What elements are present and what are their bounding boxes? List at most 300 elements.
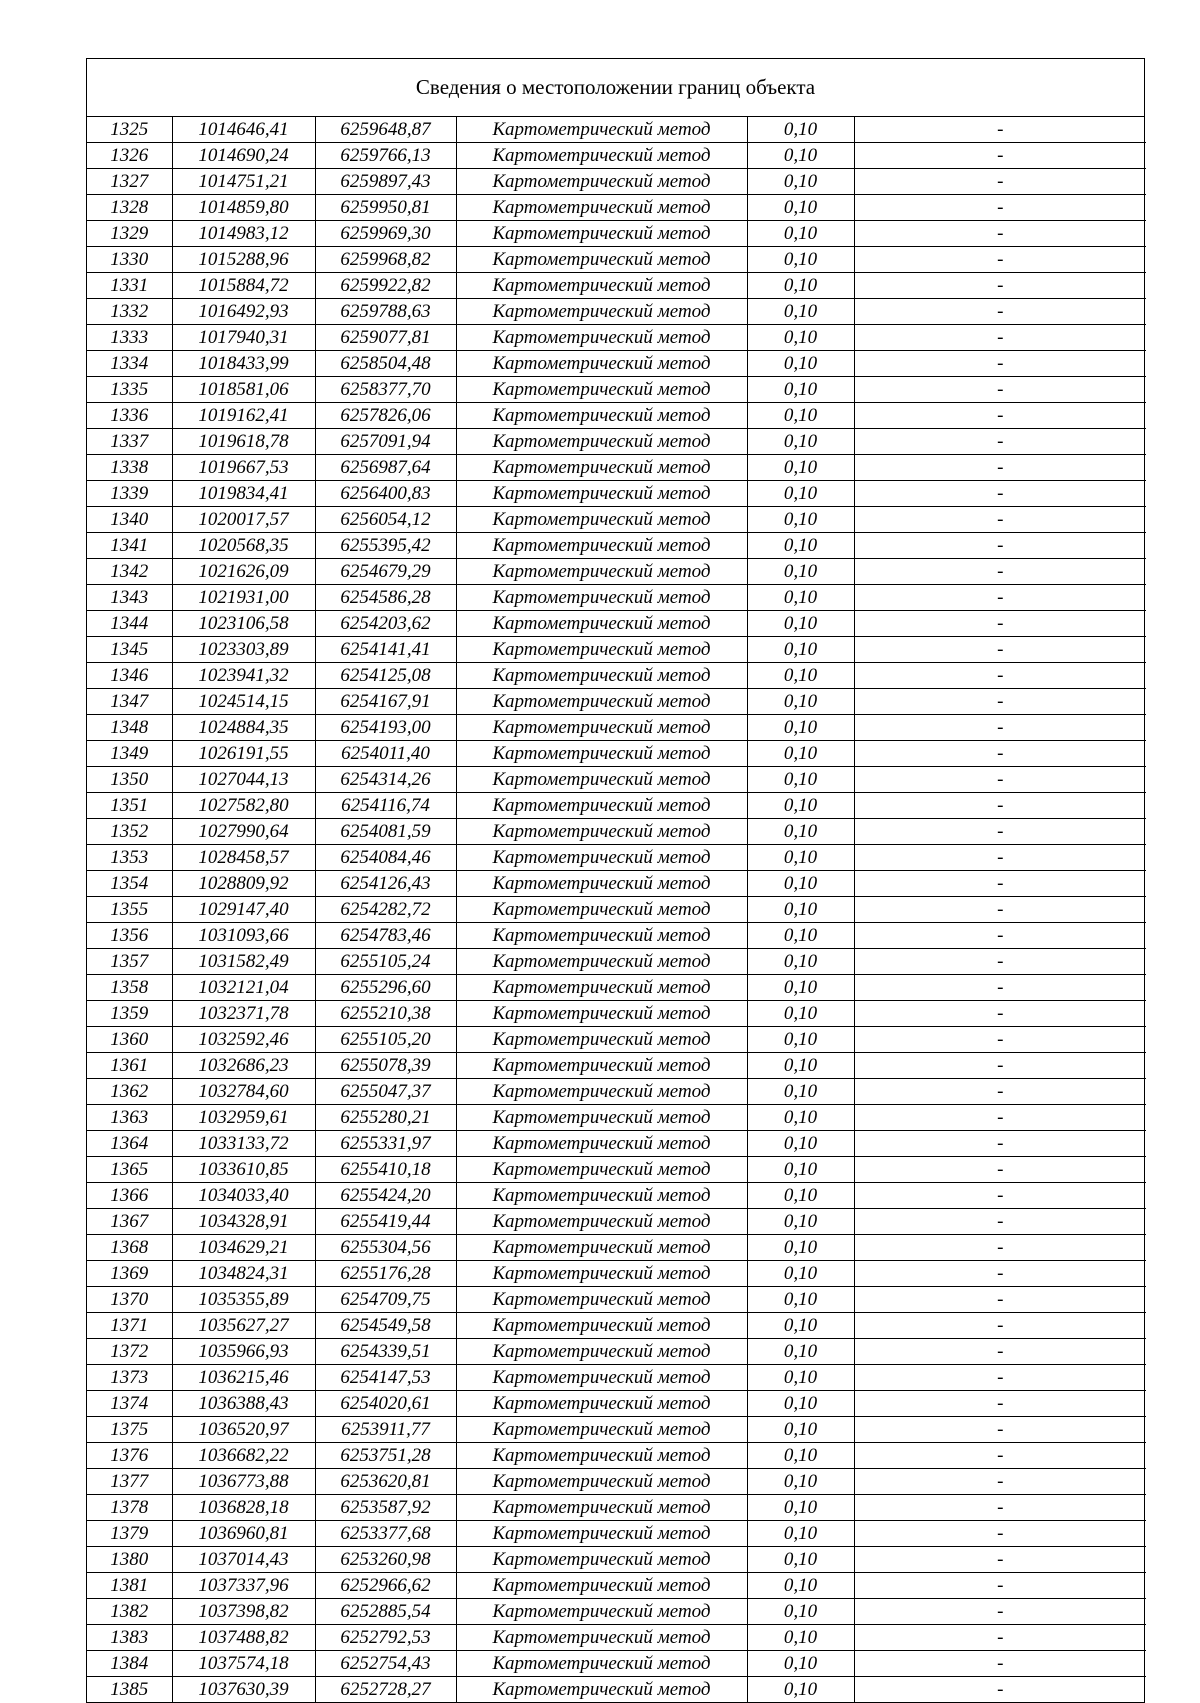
point-number-cell: 1376 xyxy=(87,1443,172,1469)
accuracy-cell: 0,10 xyxy=(747,897,854,923)
note-cell: - xyxy=(854,117,1146,143)
point-number-cell: 1365 xyxy=(87,1157,172,1183)
accuracy-cell: 0,10 xyxy=(747,1313,854,1339)
accuracy-cell: 0,10 xyxy=(747,1443,854,1469)
table-row xyxy=(87,819,1146,845)
accuracy-cell: 0,10 xyxy=(747,1209,854,1235)
accuracy-cell: 0,10 xyxy=(747,221,854,247)
method-cell: Картометрический метод xyxy=(456,351,747,377)
x-coordinate-cell: 1036215,46 xyxy=(172,1365,315,1391)
note-cell: - xyxy=(854,1261,1146,1287)
note-cell: - xyxy=(854,1079,1146,1105)
point-number-cell: 1361 xyxy=(87,1053,172,1079)
table-row xyxy=(87,1651,1146,1677)
table-row xyxy=(87,1391,1146,1417)
method-cell: Картометрический метод xyxy=(456,1443,747,1469)
point-number-cell: 1357 xyxy=(87,949,172,975)
y-coordinate-cell: 6254125,08 xyxy=(315,663,456,689)
note-cell: - xyxy=(854,637,1146,663)
point-number-cell: 1339 xyxy=(87,481,172,507)
x-coordinate-cell: 1019667,53 xyxy=(172,455,315,481)
note-cell: - xyxy=(854,1599,1146,1625)
table-row xyxy=(87,1521,1146,1547)
accuracy-cell: 0,10 xyxy=(747,247,854,273)
accuracy-cell: 0,10 xyxy=(747,1079,854,1105)
point-number-cell: 1341 xyxy=(87,533,172,559)
note-cell: - xyxy=(854,1053,1146,1079)
y-coordinate-cell: 6254141,41 xyxy=(315,637,456,663)
x-coordinate-cell: 1035627,27 xyxy=(172,1313,315,1339)
y-coordinate-cell: 6258504,48 xyxy=(315,351,456,377)
y-coordinate-cell: 6253377,68 xyxy=(315,1521,456,1547)
method-cell: Картометрический метод xyxy=(456,1105,747,1131)
y-coordinate-cell: 6253587,92 xyxy=(315,1495,456,1521)
y-coordinate-cell: 6259648,87 xyxy=(315,117,456,143)
x-coordinate-cell: 1020017,57 xyxy=(172,507,315,533)
x-coordinate-cell: 1037630,39 xyxy=(172,1677,315,1703)
table-row xyxy=(87,1417,1146,1443)
method-cell: Картометрический метод xyxy=(456,1079,747,1105)
y-coordinate-cell: 6257091,94 xyxy=(315,429,456,455)
x-coordinate-cell: 1036388,43 xyxy=(172,1391,315,1417)
method-cell: Картометрический метод xyxy=(456,1573,747,1599)
method-cell: Картометрический метод xyxy=(456,1287,747,1313)
x-coordinate-cell: 1032592,46 xyxy=(172,1027,315,1053)
method-cell: Картометрический метод xyxy=(456,585,747,611)
method-cell: Картометрический метод xyxy=(456,871,747,897)
point-number-cell: 1353 xyxy=(87,845,172,871)
y-coordinate-cell: 6256400,83 xyxy=(315,481,456,507)
table-row xyxy=(87,1625,1146,1651)
point-number-cell: 1382 xyxy=(87,1599,172,1625)
y-coordinate-cell: 6254203,62 xyxy=(315,611,456,637)
table-title: Сведения о местоположении границ объекта xyxy=(87,59,1144,117)
y-coordinate-cell: 6255424,20 xyxy=(315,1183,456,1209)
method-cell: Картометрический метод xyxy=(456,1391,747,1417)
table-row xyxy=(87,611,1146,637)
x-coordinate-cell: 1033133,72 xyxy=(172,1131,315,1157)
accuracy-cell: 0,10 xyxy=(747,1027,854,1053)
point-number-cell: 1327 xyxy=(87,169,172,195)
point-number-cell: 1335 xyxy=(87,377,172,403)
y-coordinate-cell: 6254679,29 xyxy=(315,559,456,585)
method-cell: Картометрический метод xyxy=(456,1521,747,1547)
point-number-cell: 1372 xyxy=(87,1339,172,1365)
accuracy-cell: 0,10 xyxy=(747,481,854,507)
x-coordinate-cell: 1035355,89 xyxy=(172,1287,315,1313)
x-coordinate-cell: 1032686,23 xyxy=(172,1053,315,1079)
y-coordinate-cell: 6259788,63 xyxy=(315,299,456,325)
x-coordinate-cell: 1024514,15 xyxy=(172,689,315,715)
accuracy-cell: 0,10 xyxy=(747,169,854,195)
x-coordinate-cell: 1032784,60 xyxy=(172,1079,315,1105)
method-cell: Картометрический метод xyxy=(456,975,747,1001)
x-coordinate-cell: 1034824,31 xyxy=(172,1261,315,1287)
accuracy-cell: 0,10 xyxy=(747,403,854,429)
method-cell: Картометрический метод xyxy=(456,1365,747,1391)
method-cell: Картометрический метод xyxy=(456,1417,747,1443)
x-coordinate-cell: 1014690,24 xyxy=(172,143,315,169)
table-row xyxy=(87,1261,1146,1287)
note-cell: - xyxy=(854,377,1146,403)
x-coordinate-cell: 1014983,12 xyxy=(172,221,315,247)
table-row xyxy=(87,429,1146,455)
table-row xyxy=(87,117,1146,143)
x-coordinate-cell: 1016492,93 xyxy=(172,299,315,325)
table-row xyxy=(87,871,1146,897)
x-coordinate-cell: 1034629,21 xyxy=(172,1235,315,1261)
table-row xyxy=(87,169,1146,195)
note-cell: - xyxy=(854,793,1146,819)
note-cell: - xyxy=(854,429,1146,455)
y-coordinate-cell: 6254011,40 xyxy=(315,741,456,767)
table-row xyxy=(87,403,1146,429)
y-coordinate-cell: 6252728,27 xyxy=(315,1677,456,1703)
table-row xyxy=(87,559,1146,585)
y-coordinate-cell: 6254339,51 xyxy=(315,1339,456,1365)
y-coordinate-cell: 6255047,37 xyxy=(315,1079,456,1105)
method-cell: Картометрический метод xyxy=(456,949,747,975)
note-cell: - xyxy=(854,1183,1146,1209)
note-cell: - xyxy=(854,1131,1146,1157)
table-row xyxy=(87,1027,1146,1053)
note-cell: - xyxy=(854,533,1146,559)
note-cell: - xyxy=(854,351,1146,377)
table-row xyxy=(87,1209,1146,1235)
point-number-cell: 1328 xyxy=(87,195,172,221)
method-cell: Картометрический метод xyxy=(456,507,747,533)
point-number-cell: 1385 xyxy=(110,1678,149,1700)
boundary-table-sheet xyxy=(86,58,1145,1703)
method-cell: Картометрический метод xyxy=(456,689,747,715)
x-coordinate-cell: 1037398,82 xyxy=(172,1599,315,1625)
x-coordinate-cell: 1036682,22 xyxy=(172,1443,315,1469)
method-cell: Картометрический метод xyxy=(456,429,747,455)
method-cell: Картометрический метод xyxy=(456,481,747,507)
accuracy-cell: 0,10 xyxy=(747,1651,854,1677)
y-coordinate-cell: 6254167,91 xyxy=(315,689,456,715)
note-cell: - xyxy=(854,481,1146,507)
x-coordinate-cell: 1026191,55 xyxy=(172,741,315,767)
note-cell: - xyxy=(854,845,1146,871)
y-coordinate-cell: 6254709,75 xyxy=(315,1287,456,1313)
table-row xyxy=(87,1677,1146,1703)
point-number-cell: 1336 xyxy=(87,403,172,429)
x-coordinate-cell: 1037488,82 xyxy=(172,1625,315,1651)
point-number-cell: 1355 xyxy=(87,897,172,923)
method-cell: Картометрический метод xyxy=(456,1027,747,1053)
accuracy-cell: 0,10 xyxy=(747,1625,854,1651)
note-cell: - xyxy=(854,1677,1146,1703)
x-coordinate-cell: 1037337,96 xyxy=(172,1573,315,1599)
note-cell: - xyxy=(854,1417,1146,1443)
point-number-cell: 1374 xyxy=(87,1391,172,1417)
accuracy-cell: 0,10 xyxy=(747,1391,854,1417)
note-cell: - xyxy=(854,1443,1146,1469)
accuracy-cell: 0,10 xyxy=(747,1365,854,1391)
note-cell: - xyxy=(854,247,1146,273)
x-coordinate-cell: 1032959,61 xyxy=(172,1105,315,1131)
x-coordinate-cell: 1021931,00 xyxy=(172,585,315,611)
x-coordinate-cell: 1019618,78 xyxy=(172,429,315,455)
method-cell: Картометрический метод xyxy=(456,1157,747,1183)
table-row xyxy=(87,1469,1146,1495)
note-cell: - xyxy=(854,195,1146,221)
method-cell: Картометрический метод xyxy=(456,1131,747,1157)
note-cell: - xyxy=(854,1313,1146,1339)
point-number-cell: 1343 xyxy=(87,585,172,611)
x-coordinate-cell: 1036773,88 xyxy=(172,1469,315,1495)
coordinates-table xyxy=(87,117,1146,1702)
y-coordinate-cell: 6255419,44 xyxy=(315,1209,456,1235)
accuracy-cell: 0,10 xyxy=(747,533,854,559)
table-row xyxy=(87,507,1146,533)
note-cell: - xyxy=(854,871,1146,897)
method-cell: Картометрический метод xyxy=(456,325,747,351)
table-row xyxy=(87,1157,1146,1183)
x-coordinate-cell: 1018581,06 xyxy=(172,377,315,403)
point-number-cell: 1379 xyxy=(87,1521,172,1547)
point-number-cell: 1337 xyxy=(87,429,172,455)
x-coordinate-cell: 1018433,99 xyxy=(172,351,315,377)
x-coordinate-cell: 1034328,91 xyxy=(172,1209,315,1235)
x-coordinate-cell: 1023106,58 xyxy=(172,611,315,637)
y-coordinate-cell: 6252885,54 xyxy=(315,1599,456,1625)
accuracy-cell: 0,10 xyxy=(747,1547,854,1573)
method-cell: Картометрический метод xyxy=(456,377,747,403)
point-number-cell: 1325 xyxy=(87,117,172,143)
table-row xyxy=(87,1495,1146,1521)
note-cell: - xyxy=(854,559,1146,585)
point-number-cell: 1329 xyxy=(87,221,172,247)
y-coordinate-cell: 6254783,46 xyxy=(315,923,456,949)
method-cell: Картометрический метод xyxy=(456,143,747,169)
method-cell: Картометрический метод xyxy=(456,1183,747,1209)
x-coordinate-cell: 1031582,49 xyxy=(172,949,315,975)
point-number-cell: 1334 xyxy=(87,351,172,377)
x-coordinate-cell: 1033610,85 xyxy=(172,1157,315,1183)
x-coordinate-cell: 1037574,18 xyxy=(172,1651,315,1677)
note-cell: - xyxy=(854,1651,1146,1677)
accuracy-cell: 0,10 xyxy=(747,637,854,663)
point-number-cell: 1358 xyxy=(87,975,172,1001)
table-row xyxy=(87,949,1146,975)
note-cell: - xyxy=(854,1027,1146,1053)
method-cell: Картометрический метод xyxy=(456,1469,747,1495)
y-coordinate-cell: 6253260,98 xyxy=(315,1547,456,1573)
table-row xyxy=(87,1599,1146,1625)
table-row xyxy=(87,1339,1146,1365)
x-coordinate-cell: 1019162,41 xyxy=(172,403,315,429)
x-coordinate-cell: 1027044,13 xyxy=(172,767,315,793)
method-cell: Картометрический метод xyxy=(456,1547,747,1573)
y-coordinate-cell: 6259897,43 xyxy=(315,169,456,195)
method-cell: Картометрический метод xyxy=(456,299,747,325)
x-coordinate-cell: 1014751,21 xyxy=(172,169,315,195)
accuracy-cell: 0,10 xyxy=(747,1235,854,1261)
point-number-cell: 1362 xyxy=(87,1079,172,1105)
point-number-cell: 1352 xyxy=(87,819,172,845)
accuracy-cell: 0,10 xyxy=(747,767,854,793)
note-cell: - xyxy=(854,689,1146,715)
point-number-cell: 1360 xyxy=(87,1027,172,1053)
method-cell: Картометрический метод xyxy=(456,1209,747,1235)
table-row xyxy=(87,377,1146,403)
table-row xyxy=(87,481,1146,507)
accuracy-cell: 0,10 xyxy=(747,871,854,897)
y-coordinate-cell: 6259950,81 xyxy=(315,195,456,221)
y-coordinate-cell: 6255210,38 xyxy=(315,1001,456,1027)
note-cell: - xyxy=(854,299,1146,325)
table-row xyxy=(87,1183,1146,1209)
y-coordinate-cell: 6259968,82 xyxy=(315,247,456,273)
accuracy-cell: 0,10 xyxy=(747,1131,854,1157)
table-row xyxy=(87,715,1146,741)
x-coordinate-cell: 1028809,92 xyxy=(172,871,315,897)
accuracy-cell: 0,10 xyxy=(747,1339,854,1365)
coordinates-table-body xyxy=(87,117,1146,1702)
accuracy-cell: 0,10 xyxy=(747,455,854,481)
accuracy-cell: 0,10 xyxy=(747,949,854,975)
accuracy-cell: 0,10 xyxy=(747,429,854,455)
x-coordinate-cell: 1015288,96 xyxy=(172,247,315,273)
point-number-cell: 1359 xyxy=(87,1001,172,1027)
x-coordinate-cell: 1034033,40 xyxy=(172,1183,315,1209)
point-number-cell: 1368 xyxy=(87,1235,172,1261)
accuracy-cell: 0,10 xyxy=(747,975,854,1001)
y-coordinate-cell: 6259969,30 xyxy=(315,221,456,247)
accuracy-cell: 0,10 xyxy=(747,611,854,637)
point-number-cell: 1381 xyxy=(87,1573,172,1599)
point-number-cell: 1326 xyxy=(87,143,172,169)
point-number-cell: 1371 xyxy=(87,1313,172,1339)
note-cell: - xyxy=(854,1287,1146,1313)
method-cell: Картометрический метод xyxy=(456,1001,747,1027)
accuracy-cell: 0,10 xyxy=(747,299,854,325)
note-cell: - xyxy=(854,949,1146,975)
accuracy-cell: 0,10 xyxy=(747,377,854,403)
method-cell: Картометрический метод xyxy=(456,1599,747,1625)
note-cell: - xyxy=(854,819,1146,845)
table-row xyxy=(87,247,1146,273)
x-coordinate-cell: 1035966,93 xyxy=(172,1339,315,1365)
note-cell: - xyxy=(854,221,1146,247)
point-number-cell: 1356 xyxy=(87,923,172,949)
method-cell: Картометрический метод xyxy=(456,455,747,481)
y-coordinate-cell: 6256054,12 xyxy=(315,507,456,533)
table-row xyxy=(87,195,1146,221)
method-cell: Картометрический метод xyxy=(456,195,747,221)
note-cell: - xyxy=(854,715,1146,741)
y-coordinate-cell: 6255395,42 xyxy=(315,533,456,559)
note-cell: - xyxy=(854,897,1146,923)
y-coordinate-cell: 6254084,46 xyxy=(315,845,456,871)
y-coordinate-cell: 6255304,56 xyxy=(315,1235,456,1261)
x-coordinate-cell: 1021626,09 xyxy=(172,559,315,585)
accuracy-cell: 0,10 xyxy=(747,143,854,169)
x-coordinate-cell: 1023303,89 xyxy=(172,637,315,663)
table-row xyxy=(87,845,1146,871)
point-number-cell: 1354 xyxy=(87,871,172,897)
method-cell: Картометрический метод xyxy=(456,273,747,299)
table-row xyxy=(87,1313,1146,1339)
note-cell: - xyxy=(854,975,1146,1001)
y-coordinate-cell: 6258377,70 xyxy=(315,377,456,403)
table-row xyxy=(87,351,1146,377)
method-cell: Картометрический метод xyxy=(456,403,747,429)
method-cell: Картометрический метод xyxy=(456,247,747,273)
method-cell: Картометрический метод xyxy=(456,611,747,637)
method-cell: Картометрический метод xyxy=(456,845,747,871)
method-cell: Картометрический метод xyxy=(456,637,747,663)
note-cell: - xyxy=(854,1339,1146,1365)
method-cell: Картометрический метод xyxy=(456,169,747,195)
point-number-cell: 1366 xyxy=(87,1183,172,1209)
point-number-cell: 1351 xyxy=(87,793,172,819)
accuracy-cell: 0,10 xyxy=(747,663,854,689)
accuracy-cell: 0,10 xyxy=(747,585,854,611)
note-cell: - xyxy=(854,1547,1146,1573)
y-coordinate-cell: 6255410,18 xyxy=(315,1157,456,1183)
accuracy-cell: 0,10 xyxy=(747,1677,854,1703)
table-row xyxy=(87,1079,1146,1105)
accuracy-cell: 0,10 xyxy=(747,1573,854,1599)
note-cell: - xyxy=(854,143,1146,169)
note-cell: - xyxy=(854,1001,1146,1027)
note-cell: - xyxy=(854,325,1146,351)
method-cell: Картометрический метод xyxy=(456,559,747,585)
accuracy-cell: 0,10 xyxy=(747,741,854,767)
table-row xyxy=(87,455,1146,481)
y-coordinate-cell: 6259766,13 xyxy=(315,143,456,169)
accuracy-cell: 0,10 xyxy=(747,1287,854,1313)
table-row xyxy=(87,1105,1146,1131)
method-cell: Картометрический метод xyxy=(456,793,747,819)
table-row xyxy=(87,143,1146,169)
point-number-cell: 1378 xyxy=(87,1495,172,1521)
point-number-cell: 1369 xyxy=(87,1261,172,1287)
note-cell: - xyxy=(854,403,1146,429)
note-cell: - xyxy=(854,1365,1146,1391)
y-coordinate-cell: 6254020,61 xyxy=(315,1391,456,1417)
method-cell: Картометрический метод xyxy=(456,819,747,845)
point-number-cell: 1340 xyxy=(87,507,172,533)
y-coordinate-cell: 6252754,43 xyxy=(315,1651,456,1677)
accuracy-cell: 0,10 xyxy=(747,1001,854,1027)
table-row xyxy=(87,793,1146,819)
y-coordinate-cell: 6252966,62 xyxy=(315,1573,456,1599)
x-coordinate-cell: 1032371,78 xyxy=(172,1001,315,1027)
y-coordinate-cell: 6253911,77 xyxy=(315,1417,456,1443)
note-cell: - xyxy=(854,455,1146,481)
point-number-cell: 1350 xyxy=(87,767,172,793)
accuracy-cell: 0,10 xyxy=(747,1157,854,1183)
method-cell: Картометрический метод xyxy=(456,117,747,143)
accuracy-cell: 0,10 xyxy=(747,1183,854,1209)
x-coordinate-cell: 1014859,80 xyxy=(172,195,315,221)
point-number-cell: 1342 xyxy=(87,559,172,585)
table-row xyxy=(87,637,1146,663)
y-coordinate-cell: 6255296,60 xyxy=(315,975,456,1001)
x-coordinate-cell: 1024884,35 xyxy=(172,715,315,741)
accuracy-cell: 0,10 xyxy=(747,559,854,585)
y-coordinate-cell: 6254193,00 xyxy=(315,715,456,741)
y-coordinate-cell: 6254314,26 xyxy=(315,767,456,793)
y-coordinate-cell: 6254116,74 xyxy=(315,793,456,819)
y-coordinate-cell: 6257826,06 xyxy=(315,403,456,429)
method-cell: Картометрический метод xyxy=(456,1261,747,1287)
point-number-cell: 1345 xyxy=(87,637,172,663)
